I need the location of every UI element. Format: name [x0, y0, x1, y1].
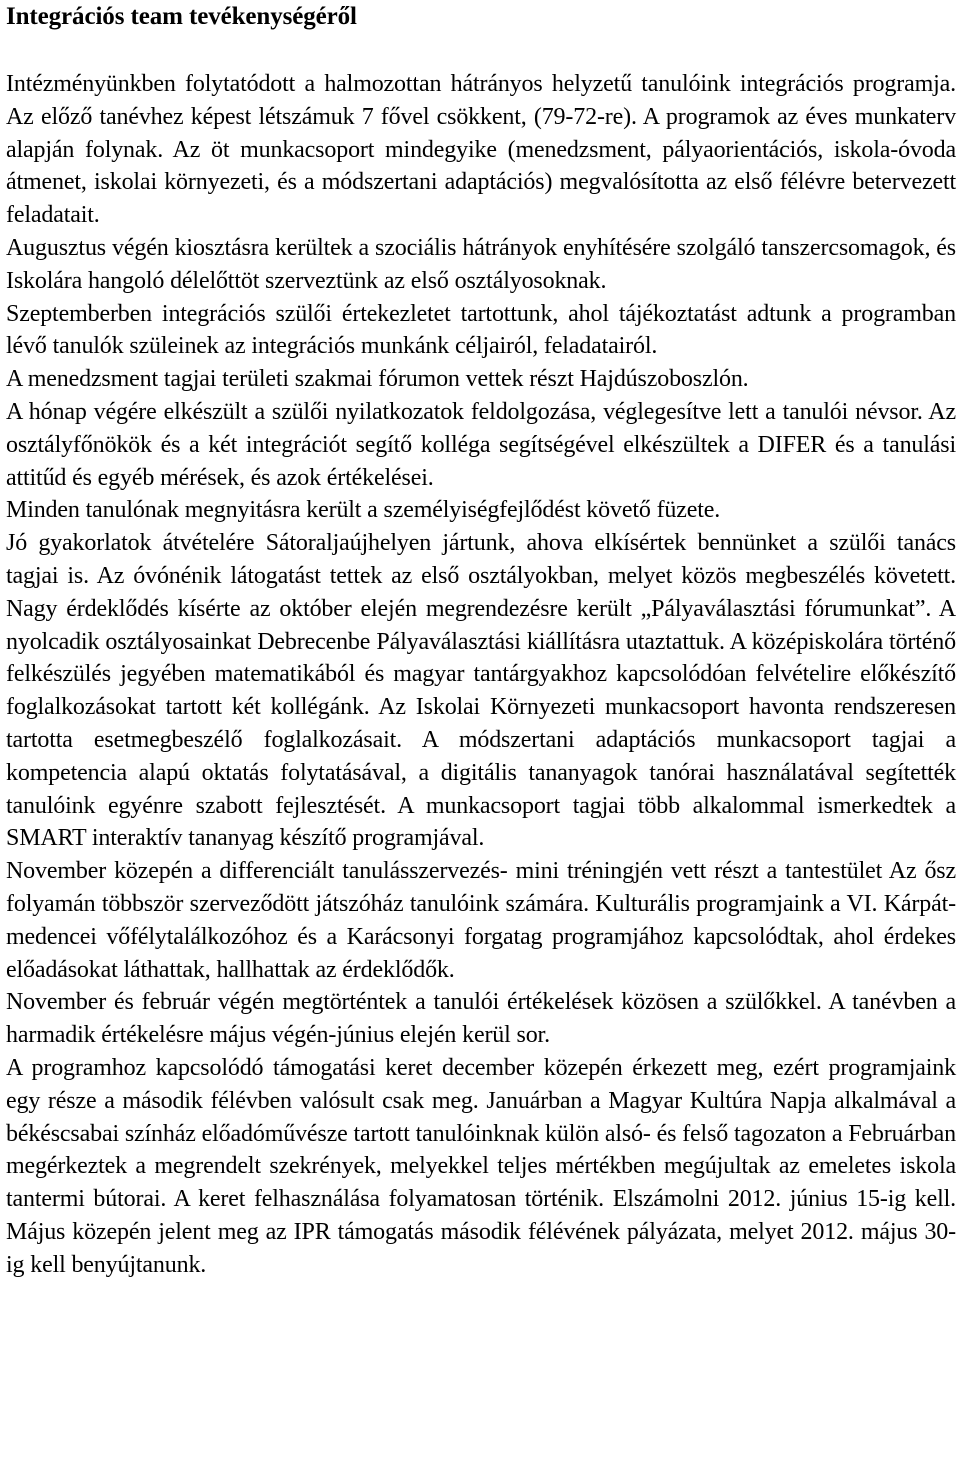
paragraph-student-roster: A hónap végére elkészült a szülői nyilatkozatok feldolgozása, véglegesítve lett a tanulói névsor. Az osztályfőnökök és a két integrációt segítő kolléga segítségével elkészültek a DIFER és a tanulási attitűd és egyéb mérések, és azok értékelései.: [6, 398, 956, 491]
title-spacer: [6, 36, 956, 68]
paragraph-august: Augusztus végén kiosztásra kerültek a szociális hátrányok enyhítésére szolgáló tanszercsomagok, és Iskolára hangoló délelőttöt szerveztünk az első osztályosoknak.: [6, 234, 956, 294]
document-title: Integrációs team tevékenységéről: [6, 3, 357, 30]
document-page: [6, 0, 956, 1281]
paragraph-november-training: November közepén a differenciált tanulásszervezés- mini tréningjén vett részt a tantestület Az ősz folyamán többször szerveződött játszóház tanulóink számára. Kulturális programjaink a VI. Kárpát-medencei vőfélytalálkozóhoz és a Karácsonyi forgatag programjához kapcsolódtak, ahol érdekes előadásokat láthattak, hallhattak az érdeklődők.: [6, 858, 956, 983]
paragraph-management-forum: A menedzsment tagjai területi szakmai fórumon vettek részt Hajdúszoboszlón.: [6, 366, 749, 393]
paragraph-personal-booklet: Minden tanulónak megnyitásra került a személyiségfejlődést követő füzete.: [6, 497, 721, 524]
paragraph-evaluations: November és február végén megtörténtek a tanulói értékelések közösen a szülőkkel. A tanévben a harmadik értékelésre május végén-június elején kerül sor.: [6, 989, 956, 1049]
paragraph-september: Szeptemberben integrációs szülői értekezletet tartottunk, ahol tájékoztatást adtunk a programban lévő tanulók szüleinek az integrációs munkánk céljairól, feladatairól.: [6, 300, 956, 360]
paragraph-intro: Intézményünkben folytatódott a halmozottan hátrányos helyzetű tanulóink integrációs programja. Az előző tanévhez képest létszámuk 7 fővel csökkent, (79-72-re). A programok az éves munkaterv alapján folynak. Az öt munkacsoport mindegyike (menedzsment, pályaorientációs, iskola-óvoda átmenet, iskolai környezeti, és a módszertani adaptációs) megvalósította az első félévre betervezett feladatait.: [6, 71, 956, 229]
paragraph-funding: A programhoz kapcsolódó támogatási keret december közepén érkezett meg, ezért programjaink egy része a második félévben valósult csak meg. Januárban a Magyar Kultúra Napja alkalmával a békéscsabai színház előadóművésze tartott tanulóinknak külön alsó- és felső tagozaton a Februárban megérkeztek a megrendelt szekrények, melyekkel teljes mértékben megújultak az emeletes iskola tantermi bútorai. A keret felhasználása folyamatosan történik. Elszámolni 2012. június 15-ig kell. Május közepén jelent meg az IPR támogatás második félévének pályázata, melyet 2012. május 30-ig kell benyújtanunk.: [6, 1054, 956, 1278]
paragraph-good-practices: Jó gyakorlatok átvételére Sátoraljaújhelyen jártunk, ahova elkísértek bennünket a szülői tanács tagjai is. Az óvónénik látogatást tettek az első osztályokban, melyet közös megbeszélés követett. Nagy érdeklődés kísérte az október elején megrendezésre került „Pályaválasztási fórumunkat”. A nyolcadik osztályosainkat Debrecenbe Pályaválasztási kiállításra utaztattuk. A középiskolára történő felkészülés jegyében matematikából és magyar tantárgyakhoz kapcsolódóan felvételire előkészítő foglalkozásokat tartott két kollégánk. Az Iskolai Környezeti munkacsoport havonta rendszeresen tartotta esetmegbeszélő foglalkozásait. A módszertani adaptációs munkacsoport tagjai a kompetencia alapú oktatás folytatásával, a digitális tananyagok tanórai használatával segítették tanulóink egyénre szabott fejlesztését. A munkacsoport tagjai több alkalommal ismerkedtek a SMART interaktív tananyag készítő programjával.: [6, 530, 956, 852]
